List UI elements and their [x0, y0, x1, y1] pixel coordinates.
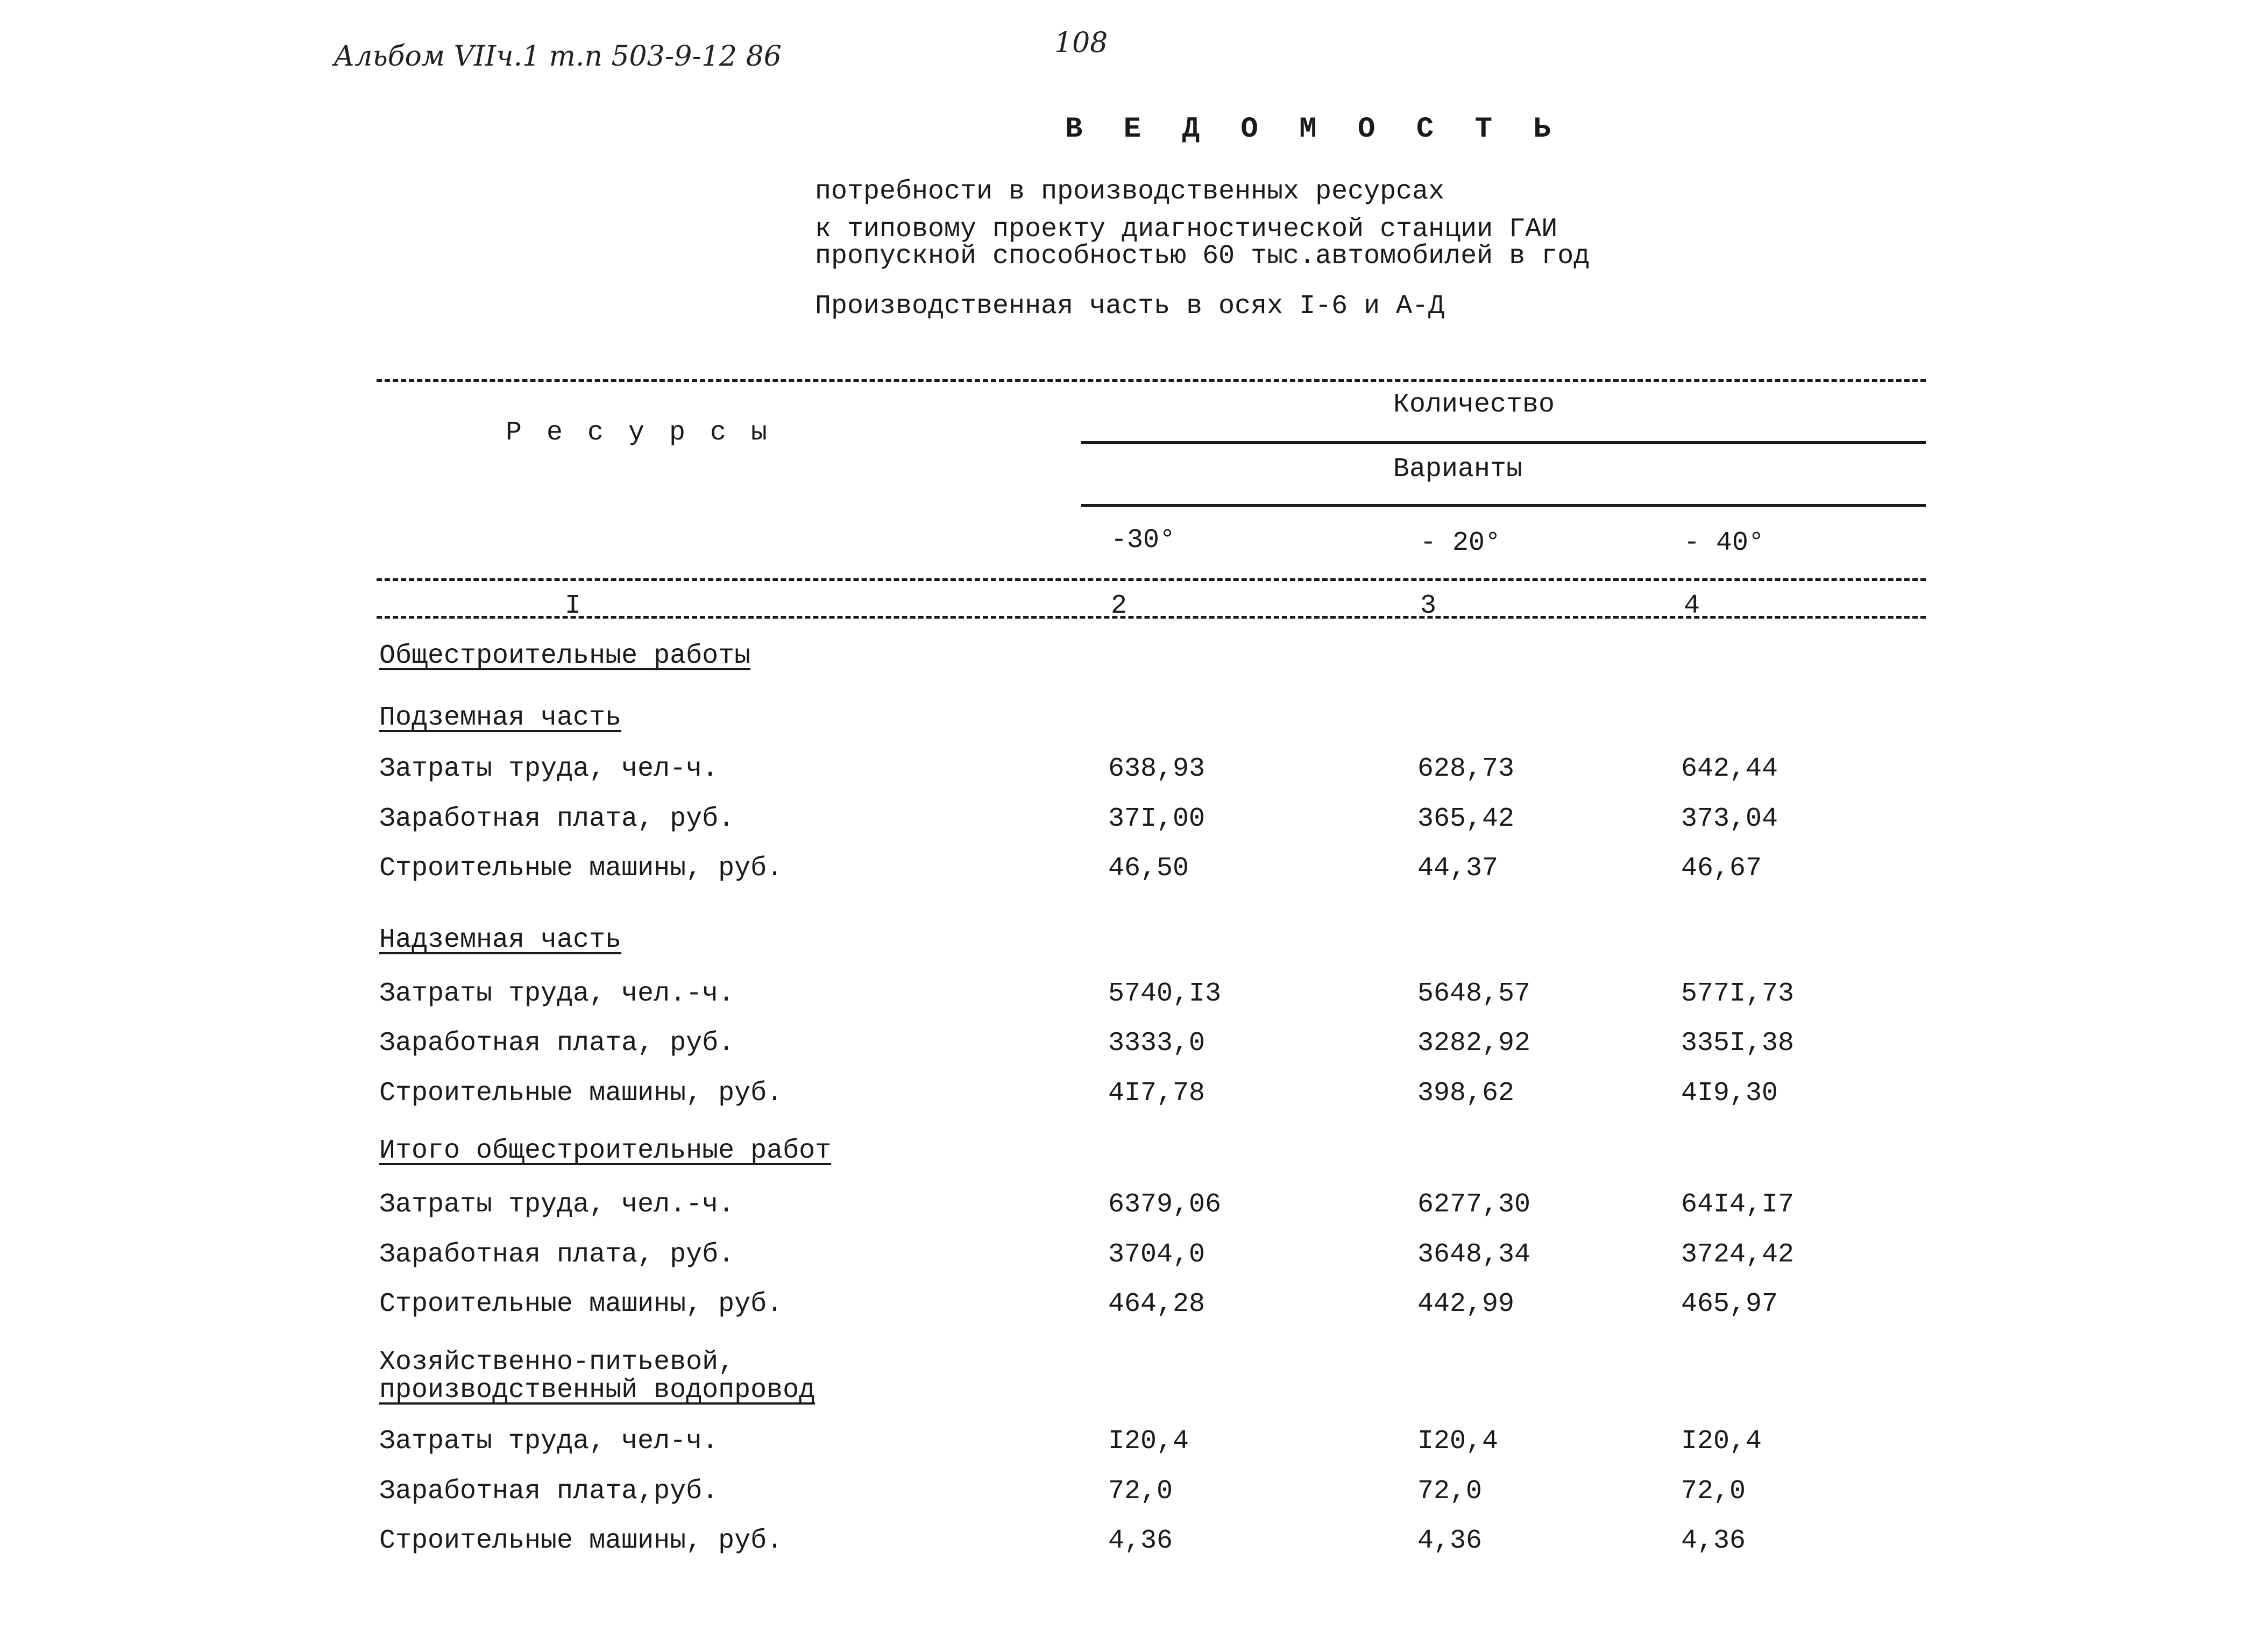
row-value: 3724,42	[1681, 1239, 1795, 1270]
row-value: 335I,38	[1681, 1028, 1795, 1059]
subtitle-line-1: потребности в производственных ресурсах	[815, 176, 1445, 207]
column-numbers-rule	[377, 616, 1926, 619]
row-value: 638,93	[1108, 754, 1205, 784]
row-value: 4,36	[1681, 1526, 1746, 1556]
section-heading-general-construction: Общестроительные работы	[379, 641, 751, 671]
row-label: Затраты труда, чел-ч.	[379, 754, 719, 784]
row-value: 628,73	[1417, 754, 1515, 784]
header-variants-rule	[1081, 504, 1926, 507]
row-value: 72,0	[1417, 1476, 1483, 1507]
subtitle-axes-line: Производственная часть в осях I-6 и А-Д	[815, 291, 1445, 322]
row-value: 72,0	[1681, 1476, 1746, 1507]
row-label: Затраты труда, чел.-ч.	[379, 979, 735, 1009]
row-value: 6379,06	[1108, 1189, 1222, 1220]
column-number-3: 3	[1420, 591, 1437, 621]
header-variant-minus-30: -30°	[1111, 525, 1176, 556]
header-bottom-rule	[377, 578, 1926, 581]
row-value: 3648,34	[1417, 1239, 1531, 1270]
row-value: 37I,00	[1108, 804, 1205, 834]
row-value: 4I7,78	[1108, 1078, 1205, 1109]
row-label: Заработная плата,руб.	[379, 1476, 719, 1507]
row-value: I20,4	[1108, 1426, 1189, 1457]
subsection-heading-water-supply-line-2: производственный водопровод	[379, 1375, 816, 1406]
row-value: 3333,0	[1108, 1028, 1205, 1059]
subsection-heading-water-supply-line-1: Хозяйственно-питьевой,	[379, 1347, 735, 1378]
header-variants: Варианты	[1393, 454, 1523, 485]
row-label: Заработная плата, руб.	[379, 1239, 735, 1270]
table-top-rule	[377, 379, 1926, 382]
header-variant-minus-40: - 40°	[1684, 528, 1765, 558]
row-value: 4,36	[1417, 1526, 1483, 1556]
handwritten-page-number: 108	[1054, 27, 1108, 59]
row-value: 3282,92	[1417, 1028, 1531, 1059]
row-value: 365,42	[1417, 804, 1515, 834]
row-value: 3704,0	[1108, 1239, 1205, 1270]
row-label: Заработная плата, руб.	[379, 804, 735, 834]
row-label: Строительные машины, руб.	[379, 1078, 783, 1109]
subtitle-line-2: к типовому проекту диагностической станции ГАИ	[815, 214, 1558, 245]
row-value: 6277,30	[1417, 1189, 1531, 1220]
row-value: 373,04	[1681, 804, 1778, 834]
row-value: 577I,73	[1681, 979, 1795, 1009]
row-value: I20,4	[1681, 1426, 1762, 1457]
row-label: Затраты труда, чел-ч.	[379, 1426, 719, 1457]
row-value: 4I9,30	[1681, 1078, 1778, 1109]
row-value: 44,37	[1417, 853, 1499, 884]
subtitle-line-3: пропускной способностью 60 тыс.автомобилей в год	[815, 241, 1590, 272]
row-value: 5648,57	[1417, 979, 1531, 1009]
row-value: 64I4,I7	[1681, 1189, 1795, 1220]
row-value: 464,28	[1108, 1289, 1205, 1320]
column-number-4: 4	[1684, 591, 1700, 621]
header-variant-minus-20: - 20°	[1420, 528, 1501, 558]
row-label: Строительные машины, руб.	[379, 1526, 783, 1556]
row-label: Строительные машины, руб.	[379, 853, 783, 884]
subsection-heading-above-ground: Надземная часть	[379, 925, 622, 955]
row-value: I20,4	[1417, 1426, 1499, 1457]
row-value: 398,62	[1417, 1078, 1515, 1109]
header-quantity: Количество	[1393, 389, 1555, 420]
row-label: Заработная плата, руб.	[379, 1028, 735, 1059]
row-value: 4,36	[1108, 1526, 1173, 1556]
header-resources: Р е с у р с ы	[506, 417, 772, 448]
row-label: Строительные машины, руб.	[379, 1289, 783, 1320]
handwritten-album-note: Альбом VIIч.1 т.п 503-9-12 86	[334, 40, 782, 73]
subsection-heading-underground: Подземная часть	[379, 703, 622, 733]
row-value: 72,0	[1108, 1476, 1173, 1507]
row-value: 46,50	[1108, 853, 1189, 884]
row-value: 642,44	[1681, 754, 1778, 784]
subsection-heading-total: Итого общестроительные работ	[379, 1136, 832, 1166]
header-quantity-rule	[1081, 441, 1926, 444]
column-number-2: 2	[1111, 591, 1128, 621]
document-title: В Е Д О М О С Т Ь	[1065, 113, 1563, 146]
row-value: 465,97	[1681, 1289, 1778, 1320]
row-label: Затраты труда, чел.-ч.	[379, 1189, 735, 1220]
row-value: 442,99	[1417, 1289, 1515, 1320]
row-value: 46,67	[1681, 853, 1762, 884]
column-number-1: I	[565, 591, 582, 621]
row-value: 5740,I3	[1108, 979, 1222, 1009]
